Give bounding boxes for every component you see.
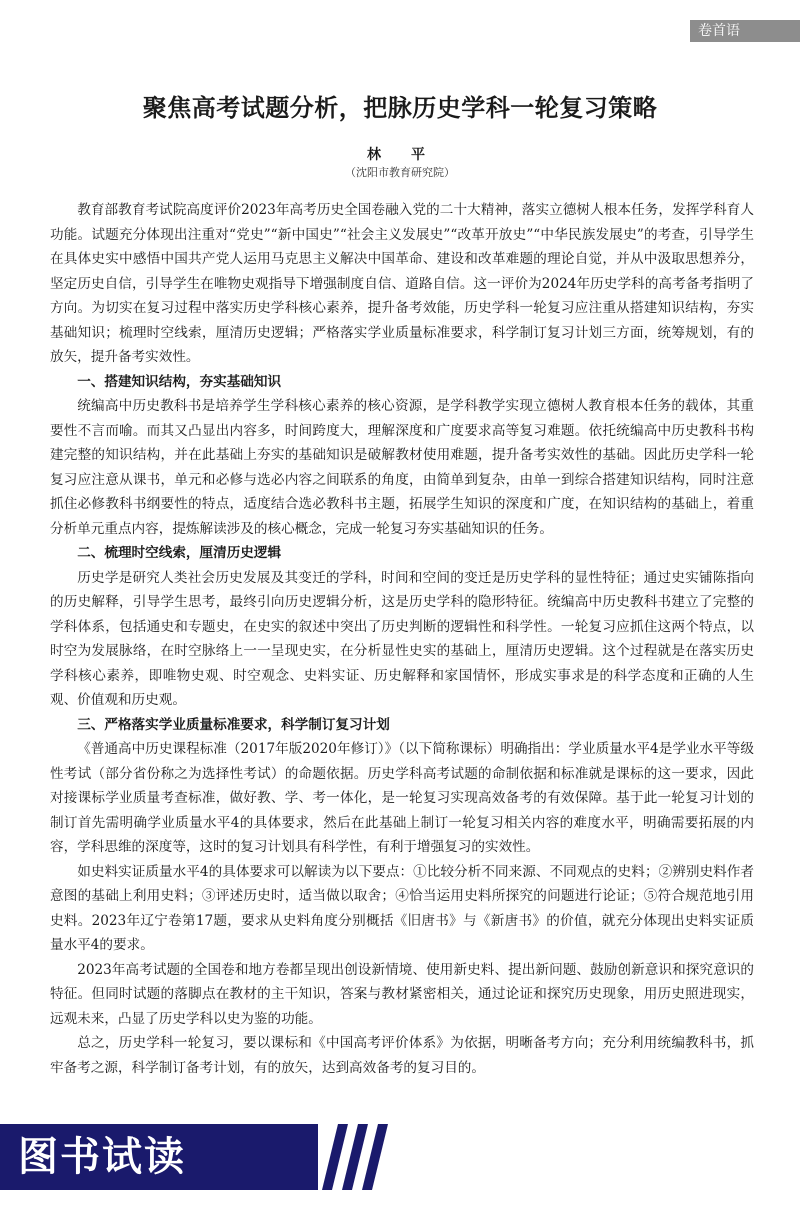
section-heading-3: 三、严格落实学业质量标准要求，科学制订复习计划 [77,716,390,733]
section-heading-2: 二、梳理时空线索，厘清历史逻辑 [77,545,282,561]
banner-stripes-decoration [318,1124,400,1190]
section-heading-1: 一、搭建知识结构，夯实基础知识 [77,373,282,390]
body-paragraph: 如史料实证质量水平4的具体要求可以解读为以下要点：①比较分析不同来源、不同观点的史料；②辨别史料作者意图的基础上利用史料；③评述历史时，适当做以取舍；④恰当运用史料所探究的问题进行论证；⑤符合规范地引用史料。2023年辽宁卷第17题，要求从史料角度分别概括《旧唐书》与《新唐书》的价值，就充分体现出史料实证质量水平4的要求。 [50,863,754,953]
body-paragraph: 统编高中历史教科书是培养学生学科核心素养的核心资源，是学科教学实现立德树人教育根本任务的载体，其重要性不言而喻。而其又凸显出内容多，时间跨度大，理解深度和广度要求高等复习难题。依托统编高中历史教科书构建完整的知识结构，并在此基础上夯实的基础知识是破解教材使用难题，提升备考实效性的基础。因此历史学科一轮复习应注意从课书，单元和必修与选必内容之间联系的角度，由简单到复杂，由单一到综合搭建知识结构，同时注意抓住必修教科书纲要性的特点，适度结合选必教科书主题，拓展学生知识的深度和广度，在知识结构的基础上，着重分析单元重点内容，提炼解读涉及的核心概念，完成一轮复习夯实基础知识的任务。 [50,398,754,537]
body-paragraph: 2023年高考试题的全国卷和地方卷都呈现出创设新情境、使用新史料、提出新问题、鼓励创新意识和探究意识的特征。但同时试题的落脚点在教材的主干知识，答案与教材紧密相关，通过论证和探究历史现象，用历史照进现实，远观未来，凸显了历史学科以史为鉴的功能。 [50,961,754,1027]
intro-paragraph: 教育部教育考试院高度评价2023年高考历史全国卷融入党的二十大精神，落实立德树人根本任务，发挥学科育人功能。试题充分体现出注重对“党史”“新中国史”“社会主义发展史”“改革开放史”“中华民族发展史”的考查，引导学生在具体史实中感悟中国共产党人运用马克思主义解决中国革命、建设和改革难题的理论自觉，并从中汲取思想养分，坚定历史自信，引导学生在唯物史观指导下增强制度自信、道路自信。这一评价为2024年历史学科的高考备考指明了方向。为切实在复习过程中落实历史学科核心素养，提升备考效能，历史学科一轮复习应注重从搭建知识结构，夯实基础知识；梳理时空线索，厘清历史逻辑；严格落实学业质量标准要求，科学制订复习计划三方面，统筹规划，有的放矢，提升备考实效性。 [50,202,754,365]
body-paragraph: 历史学是研究人类社会历史发展及其变迁的学科，时间和空间的变迁是历史学科的显性特征；通过史实铺陈指向的历史解释，引导学生思考，最终引向历史逻辑分析，这是历史学科的隐形特征。统编高中历史教科书建立了完整的学科体系，包括通史和专题史，在史实的叙述中突出了历史判断的逻辑性和科学性。一轮复习应抓住这两个特点，以时空为发展脉络，在时空脉络上一一呈现史实，在分析显性史实的基础上，厘清历史逻辑。这个过程就是在落实历史学科核心素养，即唯物史观、时空观念、史料实证、历史解释和家国情怀，形成实事求是的科学态度和正确的人生观、价值观和历史观。 [50,569,754,708]
author-affiliation: （沈阳市教育研究院） [345,166,455,179]
body-paragraph: 总之，历史学科一轮复习，要以课标和《中国高考评价体系》为依据，明晰备考方向；充分利用统编教科书，抓牢备考之源，科学制订备考计划，有的放矢，达到高效备考的复习目的。 [50,1035,754,1076]
article-title: 聚焦高考试题分析，把脉历史学科一轮复习策略 [142,94,658,122]
section-tag: 卷首语 [690,20,800,42]
body-paragraph: 《普通高中历史课程标准（2017年版2020年修订）》（以下简称课标）明确指出：学业质量水平4是学业水平等级性考试（部分省份称之为选择性考试）的命题依据。历史学科高考试题的命制依据和标准就是课标的这一要求，因此对接课标学业质量考查标准，做好教、学、考一体化，是一轮复习实现高效备考的有效保障。基于此一轮复习计划的制订首先需明确学业质量水平4的具体要求，然后在此基础上制订一轮复习相关内容的难度水平，明确需要拓展的内容，学科思维的深度等，这时的复习计划具有科学性，有利于增强复习的实效性。 [50,741,754,855]
author-name: 林 平 [367,147,433,163]
banner-bar [0,1124,318,1190]
book-preview-banner [0,1124,800,1194]
article-body [50,198,754,1080]
banner-label: 图书试读 [18,1134,186,1180]
